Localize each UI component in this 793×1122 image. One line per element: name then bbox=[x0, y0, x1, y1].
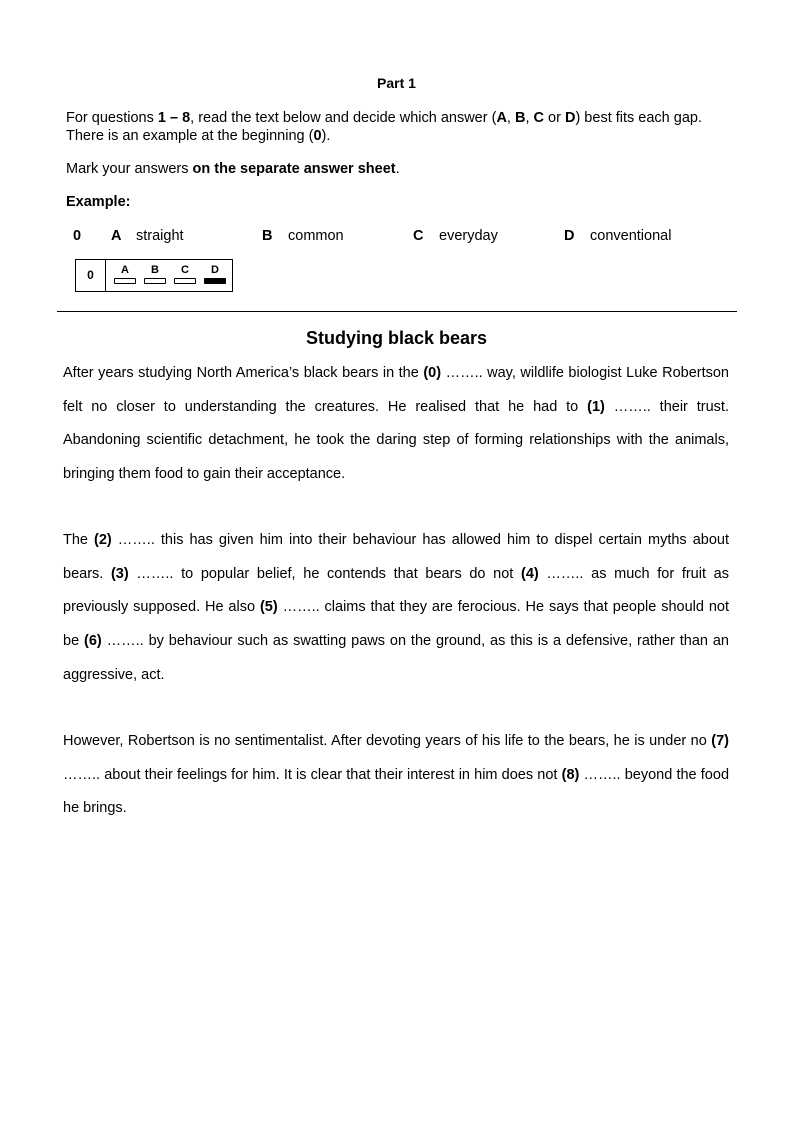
paragraph-text: …….. their trust. Abandoning scientific detachment, he took the daring step of forming relationships with the animals, bringing them food to gain their acceptance. bbox=[63, 398, 729, 483]
example-answer-sheet bbox=[75, 259, 233, 292]
gap-number: (2) bbox=[94, 532, 112, 548]
answer-letter-c: C bbox=[181, 264, 189, 276]
option-text-b: common bbox=[288, 228, 344, 244]
gap-number: (7) bbox=[711, 733, 729, 749]
article-paragraph-2 bbox=[63, 524, 729, 693]
paragraph-text: …….. this has given him into their behaviour has allowed him to dispel certain myths about bears. bbox=[63, 532, 729, 582]
answer-box-b bbox=[144, 278, 166, 284]
article-title: Studying black bears bbox=[305, 328, 488, 348]
answer-sheet-note: Mark your answers on the separate answer sheet. bbox=[66, 161, 400, 177]
paragraph-text: …….. by behaviour such as swatting paws on the ground, as this is a defensive, rather than an aggressive, act. bbox=[63, 633, 729, 683]
gap-number: (0) bbox=[423, 365, 442, 381]
part-title: Part 1 bbox=[377, 75, 416, 91]
answer-option-b bbox=[143, 264, 167, 284]
answer-box-d bbox=[204, 278, 226, 284]
answer-option-d bbox=[203, 264, 227, 284]
option-text-d: conventional bbox=[590, 228, 672, 244]
answer-letter-a: A bbox=[121, 264, 129, 276]
option-text-c: everyday bbox=[439, 228, 498, 244]
paragraph-text: …….. claims that they are ferocious. He says that people should not be bbox=[63, 599, 729, 650]
example-options bbox=[66, 228, 746, 246]
instructions: For questions 1 – 8, read the text below and decide which answer (A, B, C or D) best fits each gap. There is an example at the beginning (0). bbox=[66, 110, 702, 144]
gap-number: (5) bbox=[259, 599, 278, 616]
paragraph-text: …….. to popular belief, he contends that bears do not bbox=[128, 565, 521, 582]
gap-number: (4) bbox=[521, 565, 539, 582]
option-letter-a: A bbox=[111, 228, 122, 244]
answer-sheet-number: 0 bbox=[76, 260, 106, 291]
example-label: Example: bbox=[66, 194, 131, 210]
option-text-a: straight bbox=[136, 228, 184, 244]
paragraph-text: …….. way, wildlife biologist Luke Robertson felt no closer to understanding the creatures. He realised that he had to bbox=[63, 365, 729, 415]
gap-number: (1) bbox=[587, 398, 605, 415]
paragraph-text: …….. beyond the food he brings. bbox=[63, 766, 730, 817]
answer-option-c bbox=[173, 264, 197, 284]
paragraph-text: …….. as much for fruit as previously supposed. He also bbox=[63, 565, 729, 616]
answer-box-a bbox=[114, 278, 136, 284]
divider bbox=[57, 311, 737, 312]
example-number: 0 bbox=[73, 228, 82, 244]
gap-number: (6) bbox=[84, 633, 102, 650]
paragraph-text: However, Robertson is no sentimentalist. After devoting years of his life to the bears, he is under no bbox=[63, 733, 712, 749]
paragraph-text: After years studying North America’s black bears in the bbox=[63, 365, 424, 381]
paragraph-text: …….. about their feelings for him. It is clear that their interest in him does not bbox=[63, 766, 562, 783]
article-paragraph-3 bbox=[63, 725, 729, 826]
answer-option-a bbox=[113, 264, 137, 284]
gap-number: (8) bbox=[561, 766, 580, 783]
gap-number: (3) bbox=[110, 565, 129, 582]
option-letter-b: B bbox=[262, 228, 273, 244]
article-paragraph-1 bbox=[63, 357, 729, 492]
answer-letter-b: B bbox=[151, 264, 159, 276]
answer-box-c bbox=[174, 278, 196, 284]
answer-letter-d: D bbox=[211, 264, 219, 276]
option-letter-c: C bbox=[413, 228, 424, 244]
paragraph-text: The bbox=[63, 532, 95, 548]
option-letter-d: D bbox=[564, 228, 575, 244]
